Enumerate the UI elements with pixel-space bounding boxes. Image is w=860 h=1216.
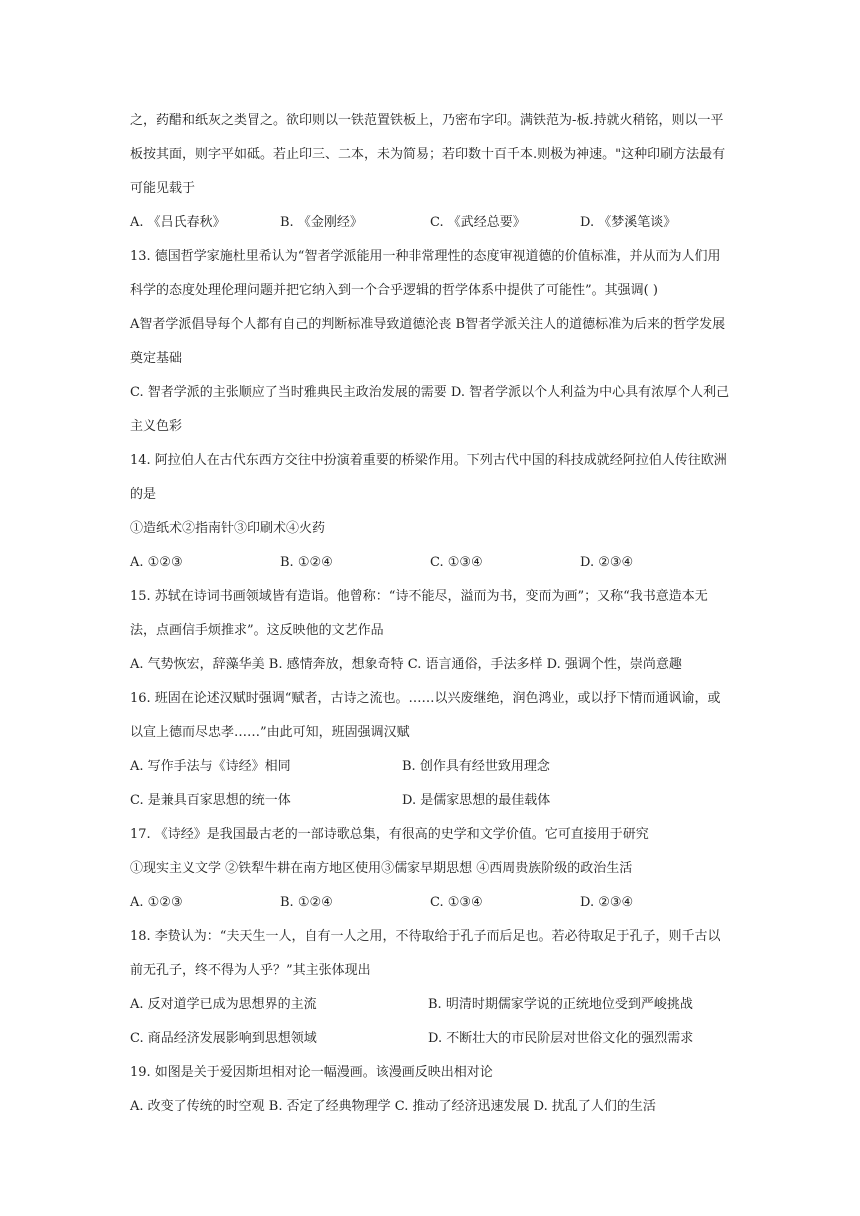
q14-stem-line-2: 的是 — [130, 487, 157, 502]
q13-stem-line-2: 科学的态度处理伦理问题并把它纳入到一个合乎逻辑的哲学体系中提供了可能性”。其强调( ) — [130, 283, 658, 298]
q16-option-a[interactable]: A. 写作手法与《诗经》相同 — [130, 759, 291, 774]
q18-option-c[interactable]: C. 商品经济发展影响到思想领域 — [130, 1031, 317, 1046]
q17-option-d[interactable]: D. ②③④ — [580, 895, 634, 910]
q13-option-ab-line-2: 奠定基础 — [130, 351, 183, 366]
q14-option-c[interactable]: C. ①③④ — [430, 555, 483, 570]
q18-stem-line-1: 18. 李贽认为：“夫天生一人，自有一人之用，不待取给于孔子而后足也。若必待取足于孔子，则千古以 — [130, 929, 721, 944]
q12-text-line-1: 之，药醋和纸灰之类冒之。欲印则以一铁范置铁板上，乃密布字印。满铁范为-板.持就火稍铭，则以一平 — [130, 113, 724, 128]
q18-option-a[interactable]: A. 反对道学已成为思想界的主流 — [130, 997, 317, 1012]
q13-option-ab-line-1[interactable]: A智者学派倡导每个人都有自己的判断标准导致道德沦丧 B智者学派关注人的道德标准为后来的哲学发展 — [130, 317, 726, 332]
q13-stem-line-1: 13. 德国哲学家施杜里希认为“智者学派能用一种非常理性的态度审视道德的价值标准，并从而为人们用 — [130, 249, 721, 264]
q15-options[interactable]: A. 气势恢宏，辞藻华美 B. 感情奔放，想象奇特 C. 语言通俗，手法多样 D. 强调个性，崇尚意趣 — [130, 657, 682, 672]
q17-items: ①现实主义文学 ②铁犁牛耕在南方地区使用③儒家早期思想 ④西周贵族阶级的政治生活 — [130, 861, 633, 876]
q16-option-c[interactable]: C. 是兼具百家思想的统一体 — [130, 793, 291, 808]
q19-options[interactable]: A. 改变了传统的时空观 B. 否定了经典物理学 C. 推动了经济迅速发展 D. 扰乱了人们的生活 — [130, 1099, 656, 1114]
q13-option-cd-line-1[interactable]: C. 智者学派的主张顺应了当时雅典民主政治发展的需要 D. 智者学派以个人利益为中心具有浓厚个人利己 — [130, 385, 730, 400]
q14-option-d[interactable]: D. ②③④ — [580, 555, 634, 570]
q17-option-b[interactable]: B. ①②④ — [280, 895, 333, 910]
q16-stem-line-2: 以宣上德而尽忠孝……”由此可知，班固强调汉赋 — [130, 725, 410, 740]
q12-option-b[interactable]: B. 《金刚经》 — [280, 215, 363, 230]
q18-stem-line-2: 前无孔子，终不得为人乎？”其主张体现出 — [130, 963, 371, 978]
q18-option-d[interactable]: D. 不断壮大的市民阶层对世俗文化的强烈需求 — [428, 1031, 694, 1046]
q12-option-a[interactable]: A. 《吕氏春秋》 — [130, 215, 226, 230]
q14-stem-line-1: 14. 阿拉伯人在古代东西方交往中扮演着重要的桥梁作用。下列古代中国的科技成就经阿拉伯人传往欧洲 — [130, 453, 727, 468]
q14-option-a[interactable]: A. ①②③ — [130, 555, 183, 570]
q17-option-c[interactable]: C. ①③④ — [430, 895, 483, 910]
q18-option-b[interactable]: B. 明清时期儒家学说的正统地位受到严峻挑战 — [428, 997, 693, 1012]
q17-stem-line-1: 17. 《诗经》是我国最古老的一部诗歌总集，有很高的史学和文学价值。它可直接用于研究 — [130, 827, 649, 842]
q14-items: ①造纸术②指南针③印刷术④火药 — [130, 521, 326, 536]
q12-option-d[interactable]: D. 《梦溪笔谈》 — [580, 215, 677, 230]
q12-text-line-3: 可能见载于 — [130, 181, 196, 196]
q14-option-b[interactable]: B. ①②④ — [280, 555, 333, 570]
q16-option-d[interactable]: D. 是儒家思想的最佳载体 — [402, 793, 551, 808]
q17-option-a[interactable]: A. ①②③ — [130, 895, 183, 910]
q12-text-line-2: 板按其面，则字平如砥。若止印三、二本，未为简易；若印数十百千本.则极为神速。"这种印刷方法最有 — [130, 147, 726, 162]
q16-stem-line-1: 16. 班固在论述汉赋时强调“赋者，古诗之流也。……以兴废继绝，润色鸿业，或以抒下情而通讽谕，或 — [130, 691, 721, 706]
q15-stem-line-1: 15. 苏轼在诗词书画领域皆有造诣。他曾称：“诗不能尽，溢而为书，变而为画”；又称“我书意造本无 — [130, 589, 708, 604]
q12-option-c[interactable]: C. 《武经总要》 — [430, 215, 526, 230]
q13-option-cd-line-2: 主义色彩 — [130, 419, 183, 434]
q15-stem-line-2: 法，点画信手烦推求”。这反映他的文艺作品 — [130, 623, 384, 638]
q16-option-b[interactable]: B. 创作具有经世致用理念 — [402, 759, 550, 774]
q19-stem-line-1: 19. 如图是关于爱因斯坦相对论一幅漫画。该漫画反映出相对论 — [130, 1065, 493, 1080]
